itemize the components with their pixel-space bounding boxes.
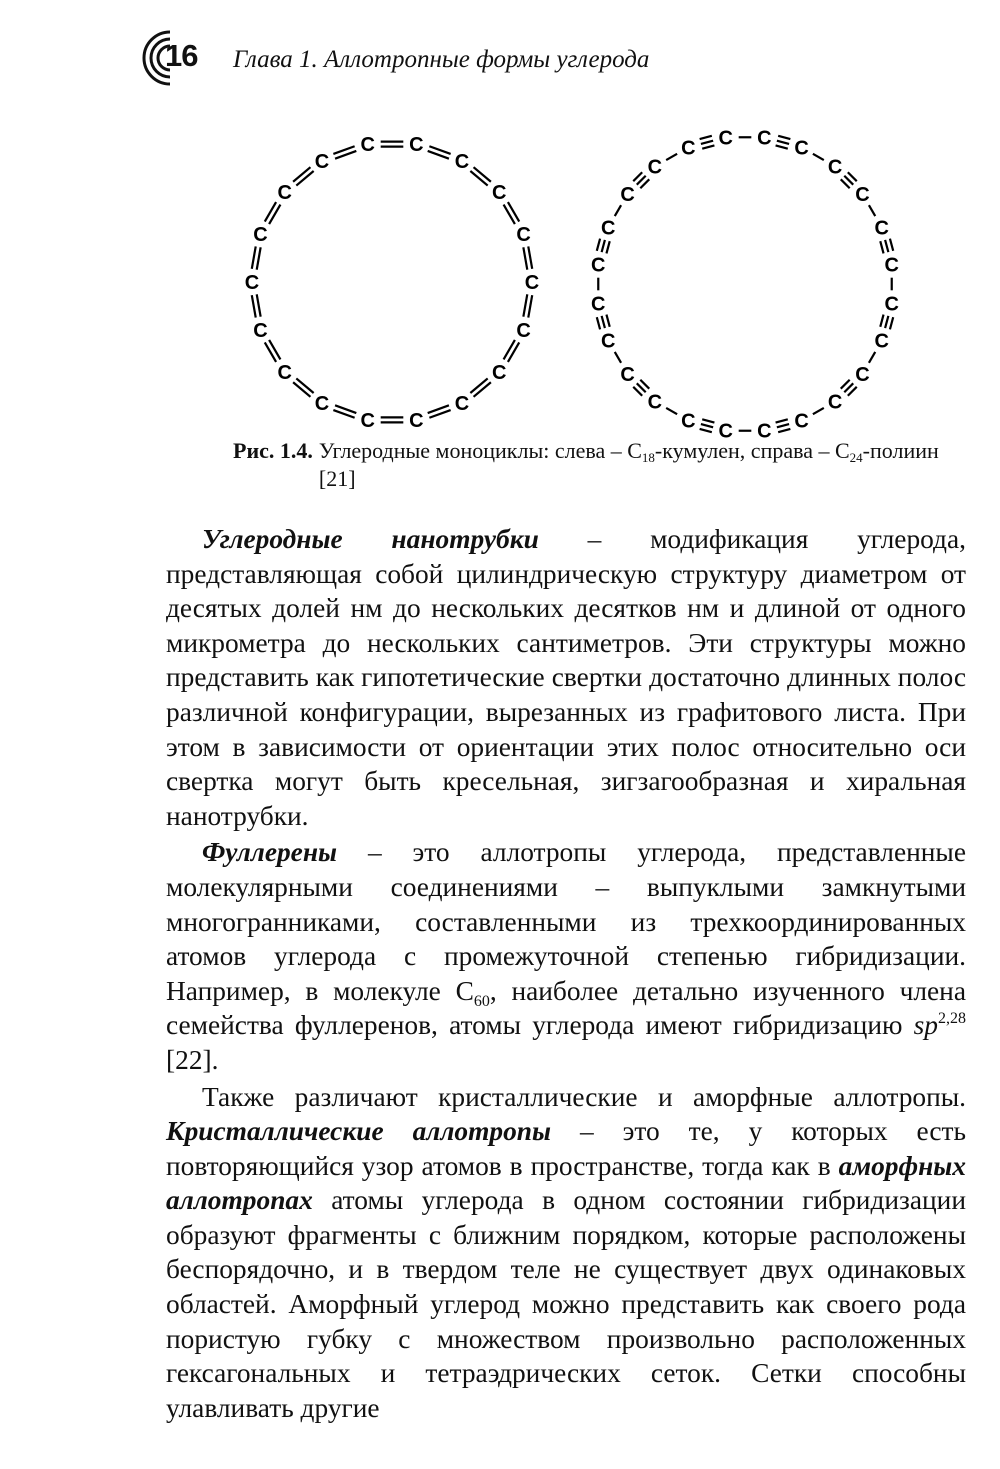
triple-bond: [700, 419, 715, 432]
figure-caption: [233, 437, 973, 493]
carbon-atom-label: C: [884, 254, 899, 277]
bond-line: [252, 295, 256, 317]
carbon-atom-label: C: [620, 183, 635, 206]
bond-line: [701, 141, 713, 144]
single-bond: [869, 352, 875, 363]
double-bond: [470, 378, 491, 396]
bond-line: [700, 136, 712, 139]
bond-line: [700, 429, 712, 432]
bond-line: [504, 205, 515, 225]
single-bond: [813, 154, 824, 160]
carbon-atom-label: C: [855, 183, 870, 206]
carbon-atom-label: C: [874, 217, 889, 240]
bond-line: [523, 294, 527, 316]
double-bond: [470, 167, 491, 185]
carbon-atom-label: C: [827, 156, 843, 179]
bond-line: [778, 429, 790, 432]
body-text: [166, 522, 966, 1425]
carbon-atom-label: C: [884, 293, 899, 316]
carbon-atom-label: C: [516, 224, 531, 247]
single-bond: [615, 205, 621, 216]
carbon-atom-label: C: [681, 137, 696, 160]
paragraph-nanotubes: Углеродные нанотрубки – модификация углерода, представляющая собой цилиндрическую структуру диаметром от десятых долей нм до нескольких десятков нм и длиной от одного микрометра до нескольких сантиметров. Эти структуры можно представить как гипотетические свертки достаточно длинных полос различной конфигурации, вырезанных из графитового листа. При этом в зависимости от ориентации этих полос относительно оси свертка могут быть кресельная, зигзагообразная и хиральная нанотрубки.: [166, 524, 966, 831]
bond-line: [776, 145, 788, 148]
bond-line: [257, 247, 261, 269]
carbon-atom-label: C: [681, 410, 696, 433]
double-bond: [428, 405, 451, 417]
bond-line: [470, 378, 487, 393]
triple-bond: [880, 239, 893, 254]
double-bond: [523, 294, 532, 317]
bond-line: [615, 352, 621, 363]
double-bond: [252, 294, 261, 317]
carbon-atom-label: C: [794, 410, 809, 433]
triple-bond: [880, 315, 893, 330]
bond-line: [252, 246, 256, 268]
single-bond: [869, 205, 875, 216]
carbon-atom-label: C: [647, 391, 663, 414]
bond-line: [606, 241, 609, 253]
carbon-atom-label: C: [591, 293, 606, 316]
bond-line: [890, 239, 893, 251]
carbon-atom-label: C: [244, 272, 260, 294]
double-bond: [428, 146, 451, 158]
double-bond: [333, 146, 356, 158]
bond-line: [474, 382, 491, 397]
bond-line: [293, 382, 310, 397]
bond-line: [597, 317, 600, 329]
carbon-atom-label: C: [718, 420, 733, 443]
double-bond: [381, 142, 404, 147]
carbon-atom-label: C: [601, 330, 616, 353]
bond-line: [776, 419, 788, 422]
carbon-atom-label: C: [601, 217, 616, 240]
caption-text: Углеродные моноциклы: слева – $C_{18}$-кумулен, справа – $C_{24}$-полиин [21]: [318, 438, 939, 491]
carbon-atom-label: C: [524, 272, 540, 294]
double-bond: [293, 167, 314, 185]
bond-line: [701, 424, 713, 427]
bond-line: [869, 205, 875, 216]
carbon-atom-label: C: [277, 182, 292, 205]
triple-bond: [700, 136, 715, 149]
single-bond: [813, 408, 824, 414]
carbon-atom-label: C: [409, 409, 424, 432]
triple-bond: [597, 239, 610, 254]
carbon-atom-label: C: [360, 134, 375, 157]
double-bond: [293, 378, 314, 396]
triple-bond: [776, 136, 791, 149]
bond-line: [777, 424, 789, 427]
bond-line: [257, 294, 261, 316]
bond-line: [813, 408, 824, 414]
carbon-atom-label: C: [253, 224, 268, 247]
bond-line: [269, 205, 280, 225]
term-crystalline: Кристаллические аллотропы: [166, 1116, 552, 1147]
carbon-atom-label: C: [647, 156, 663, 179]
double-bond: [381, 417, 404, 422]
carbon-atom-label: C: [253, 319, 268, 342]
bond-line: [615, 205, 621, 216]
single-bond: [666, 408, 677, 414]
double-bond: [333, 405, 356, 417]
bond-line: [470, 171, 487, 186]
figure-monocycles: [220, 112, 920, 452]
single-bond: [615, 352, 621, 363]
carbon-atom-label: C: [454, 150, 470, 173]
carbon-atom-label: C: [360, 409, 375, 432]
carbon-atom-label: C: [314, 150, 330, 173]
bond-line: [474, 167, 491, 182]
carbon-atom-label: C: [454, 393, 470, 416]
bond-line: [528, 295, 532, 317]
triple-bond: [597, 315, 610, 330]
bond-line: [508, 202, 519, 222]
bond-line: [666, 408, 677, 414]
double-bond: [504, 202, 520, 224]
triple-bond: [776, 419, 791, 432]
double-bond: [265, 340, 281, 362]
bond-line: [293, 167, 310, 182]
carbon-atom-label: C: [874, 330, 889, 353]
bond-line: [813, 154, 824, 160]
carbon-atom-label: C: [277, 361, 292, 384]
carbon-atom-label: C: [409, 134, 424, 157]
bond-line: [265, 342, 276, 362]
bond-line: [869, 352, 875, 363]
carbon-atom-label: C: [492, 182, 507, 205]
carbon-atom-label: C: [855, 364, 870, 387]
monocycles-diagram: [220, 112, 920, 452]
double-bond: [265, 202, 281, 224]
term-nanotubes: Углеродные нанотрубки: [202, 524, 539, 554]
bond-line: [880, 315, 883, 327]
bond-line: [508, 342, 519, 362]
double-bond: [504, 340, 520, 362]
bond-line: [885, 240, 888, 252]
bond-line: [265, 202, 276, 222]
carbon-atom-label: C: [718, 127, 733, 150]
carbon-atom-label: C: [757, 127, 772, 150]
bond-line: [296, 378, 313, 393]
bond-line: [597, 239, 600, 251]
bond-line: [885, 316, 888, 328]
bond-line: [777, 141, 789, 144]
page-header: [0, 0, 1000, 110]
term-fullerenes: Фуллерены: [202, 837, 338, 868]
bond-line: [269, 340, 280, 360]
carbon-atom-label: C: [620, 364, 635, 387]
carbon-atom-label: C: [827, 391, 843, 414]
bond-line: [606, 315, 609, 327]
paragraph-allotropes: Также различают кристаллические и аморфные аллотропы. Кристаллические аллотропы – это те, у которых есть повторяющийся узор атомов в пространстве, тогда как в аморфных аллотропах атомы углерода в одном состоянии гибридизации образуют фрагменты с ближним порядком, которые расположены беспорядочно, и в твердом теле не существует двух одинаковых областей. Аморфный углерод можно представить как своего рода пористую губку с множеством произвольно расположенных гексагональных и тетраэдрических сеток. Сетки способны улавливать другие: [166, 1081, 966, 1423]
bond-line: [778, 136, 790, 139]
carbon-atom-label: C: [516, 319, 531, 342]
bond-line: [666, 154, 677, 160]
bond-line: [602, 240, 605, 252]
single-bond: [666, 154, 677, 160]
bond-line: [528, 246, 532, 268]
bond-line: [890, 317, 893, 329]
bond-line: [880, 241, 883, 253]
bond-line: [702, 145, 714, 148]
bond-line: [602, 316, 605, 328]
caption-label: Рис. 1.4.: [233, 438, 313, 463]
bond-line: [702, 419, 714, 422]
bond-line: [296, 171, 313, 186]
term-amorphous: аморфных аллотропах: [166, 1150, 966, 1216]
carbon-atom-label: C: [794, 137, 809, 160]
ring-c18-cumulene: [245, 134, 539, 432]
bond-line: [523, 247, 527, 269]
double-bond: [252, 246, 261, 269]
carbon-atom-label: C: [591, 254, 606, 277]
ring-c24-polyyne: [591, 127, 899, 442]
bond-line: [504, 340, 515, 360]
running-title: Глава 1. Аллотропные формы углерода: [233, 46, 650, 73]
double-bond: [523, 246, 532, 269]
carbon-atom-label: C: [492, 361, 507, 384]
paragraph-fullerenes: Фуллерены – это аллотропы углерода, представленные молекулярными соединениями – выпуклыми замкнутыми многогранниками, составленными из трехкоординированных атомов углерода с промежуточной степенью гибридизации. Например, в молекуле $C_{60}$, наиболее детально изученного члена семейства фуллеренов, атомы углерода имеют гибридизацию sp$^{2,28}$ [22].: [166, 837, 966, 1075]
carbon-atom-label: C: [757, 420, 772, 443]
carbon-atom-label: C: [314, 393, 330, 416]
page-number: 16: [165, 38, 198, 73]
